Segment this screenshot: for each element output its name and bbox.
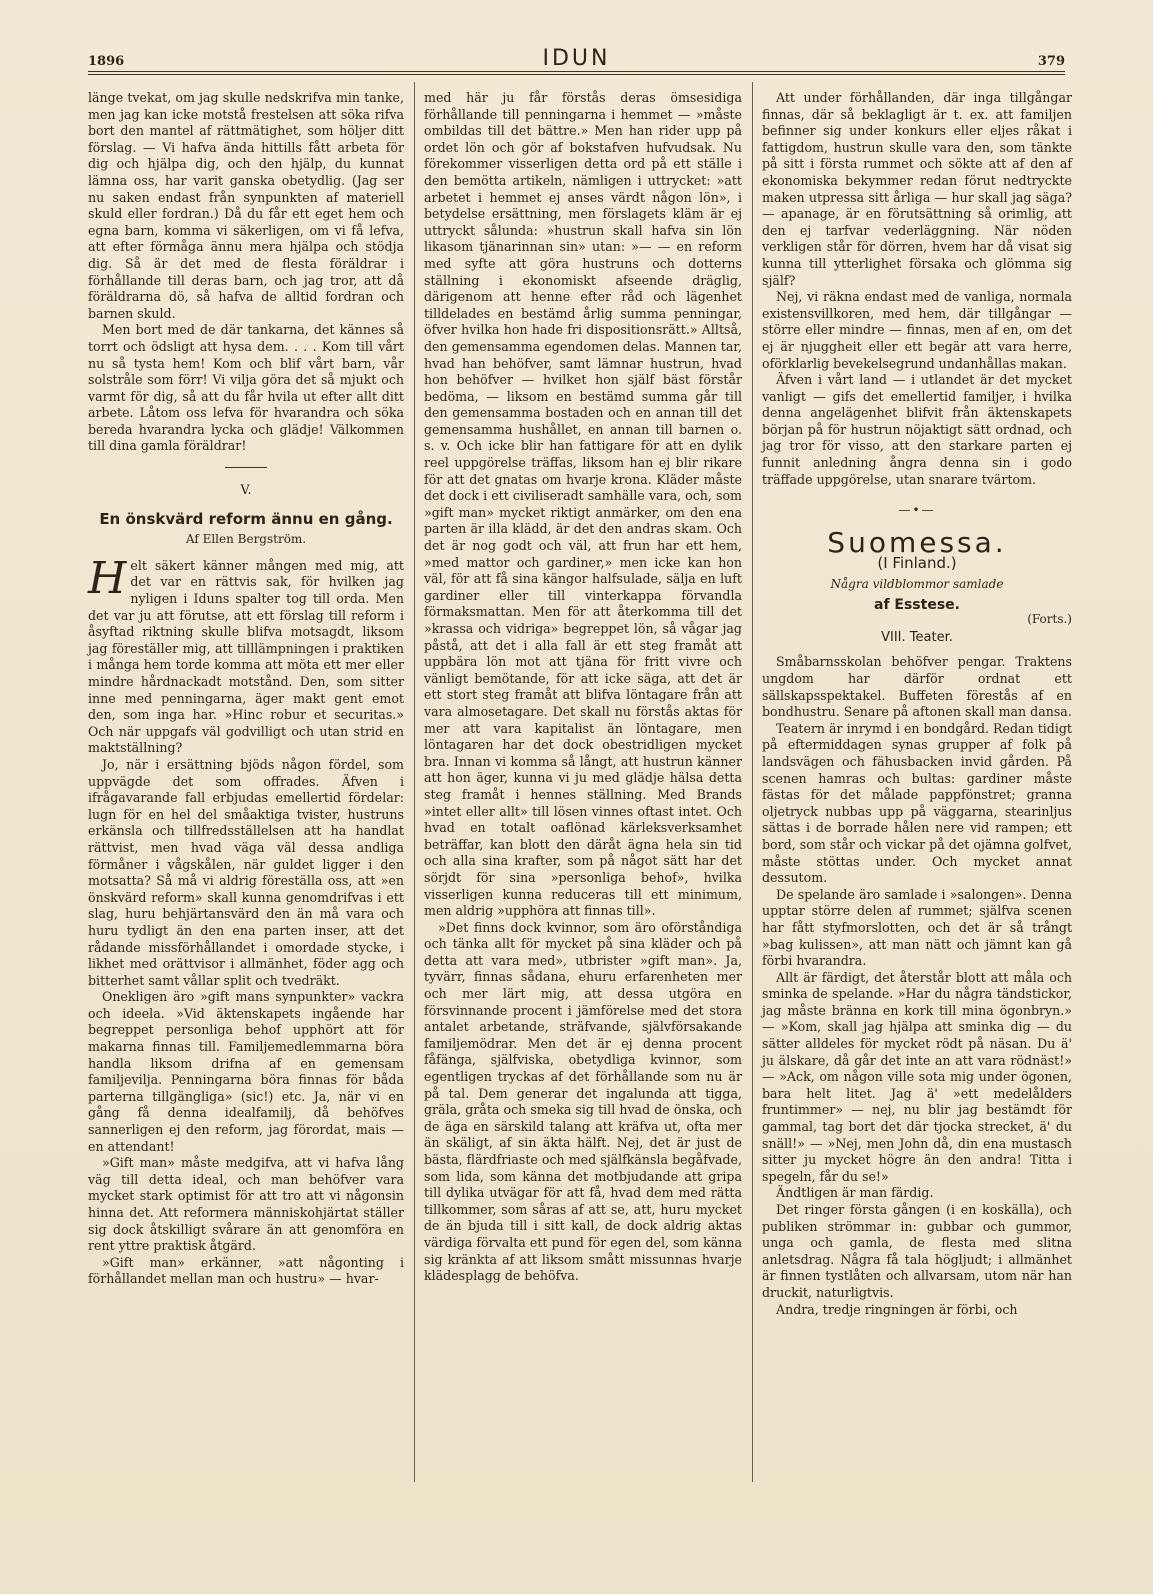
- paragraph: Småbarnsskolan behöfver pengar. Traktens ungdom har därför ordnat ett sällskapsspektakel. Buffeten förestås af en bondhustru. Senare på aftonen skall man dansa.: [762, 654, 1072, 720]
- paragraph: Äfven i vårt land — i utlandet är det mycket vanligt — gifs det emellertid familjer, i hvilka denna angelägenhet blifvit från äktenskapets början på för hustrun nöjaktigt sätt ordnad, och jag tror för visso, att den starkare parten ej funnit anledning ångra denna sin i godo träffade uppgörelse, utan snarare tvärtom.: [762, 372, 1072, 487]
- column-1: [88, 90, 404, 1288]
- paragraph: Ändtligen är man färdig.: [776, 1185, 934, 1201]
- paragraph: Andra, tredje ringningen är förbi, och: [776, 1301, 1018, 1317]
- drop-cap: H: [88, 552, 127, 604]
- paragraph: Teatern är inrymd i en bondgård. Redan tidigt på eftermiddagen synas grupper af folk på landsvägen och fähusbacken invid gården. På scenen hamras och bultas: gardiner måste fästas för det målade pappfönstret; granna oljetryck nubbas upp på väggarna, stearinljus sättas i de borrade hålen nere vid rampen; ett bord, som står och vickar på det ojämna golfvet, måste stöttas under. Och mycket annat dessutom.: [762, 720, 1072, 886]
- section-number: V.: [240, 482, 252, 498]
- paragraph: »Gift man» erkänner, »att någonting i förhållandet mellan man och hustru» — hvar-: [88, 1254, 404, 1287]
- article-title: En önskvärd reform ännu en gång.: [99, 509, 393, 528]
- paragraph-text: elt säkert känner mången med mig, att det var en rättvis sak, för hvilken jag nyligen i Iduns spalter tog till orda. Men det var ju att förutse, att ett förslag till reform i åsyftad riktning skulle blifva motsagdt, liksom jag föreställer mig, att tilllämpningen i praktiken i många hem torde komma att möta ett mer eller mindre hårdnackadt motstånd. Den, som sitter inne med penningarna, äger makt gent emot den, som inga har. »Hinc robur et securitas.» Och när uppgafs väl godvilligt och utan strid en maktställning?: [88, 557, 404, 756]
- feature-title: Suomessa.: [827, 525, 1007, 559]
- paragraph: De spelande äro samlade i »salongen». Denna upptar större delen af rummet; själfva scenen har fått styfmorslotten, och det är så trångt »bag kulissen», att man nätt och jämnt kan gå förbi hvarandra.: [762, 886, 1072, 969]
- page-number-right: 379: [1037, 54, 1065, 69]
- section-divider: [225, 467, 267, 468]
- column-divider: [414, 82, 415, 1482]
- paragraph: Nej, vi räkna endast med de vanliga, normala existensvillkoren, med hem, där tillgångar — större eller mindre — finnas, men af en, om det ej är njuggheit eller ett begär att vara herre, oförklarlig bevekelsegrund undanhållas makan.: [762, 289, 1072, 371]
- running-head: [88, 46, 1065, 72]
- paragraph: Onekligen äro »gift mans synpunkter» vackra och ideela. »Vid äktenskapets ingående har begreppet personliga behof upphört att för makarna finnas till. Familjemedlemmarna böra handla liksom drifna af en gemensam familjevilja. Penningarna böra finnas för båda parterna tillgängliga» (sic!) etc. Ja, när vi en gång få denna idealfamilj, då behöfves sannerligen ej den reform, jag förordat, mais — en attendant!: [88, 989, 404, 1154]
- header-rule: [88, 71, 1065, 72]
- header-rule-double: [88, 74, 1065, 75]
- paragraph: »Gift man» måste medgifva, att vi hafva lång väg till detta ideal, och man behöfver vara mycket stark optimist för att tro att vi någonsin hinna det. Att reformera människohjärtat ställer sig dock åtskilligt svårare än att genomföra en rent yttre praktisk åtgärd.: [88, 1155, 404, 1254]
- paragraph: Jo, när i ersättning bjöds någon fördel, som uppvägde det som offrades. Äfven i ifrågavarande fall erbjudas emellertid fördelar: lugn för en hel del småaktiga tvister, hustruns erkänsla och tillfredsställelsen att ha handlat rättvist, men hvad väga väl dessa andliga förmåner i vågskålen, när guldet ligger i den motsatta? Så må vi aldrig föreställa oss, att »en önskvärd reform» skall kunna genomdrifvas i ett slag, huru behjärtansvärd den än må vara och huru tydligt än den ena parten inser, att det rådande missförhållandet i omordade stycke, i likhet med orättvisor i allmänhet, föder agg och bitterhet samt vållar split och tvedräkt.: [88, 756, 404, 988]
- paragraph: Det ringer första gången (i en koskälla), och publiken strömmar in: gubbar och gummor, unga och gamla, de flesta med slitna anletsdrag. Några få tala högljudt; i allmänhet är finnen tystlåten och allvarsam, utom när han druckit, naturligtvis.: [762, 1202, 1072, 1300]
- paragraph: [88, 552, 404, 757]
- feature-subtitle-2: Några vildblommor samlade: [830, 577, 1004, 592]
- page-number-left: 1896: [88, 54, 125, 69]
- feature-author: af Esstese.: [874, 596, 960, 613]
- paragraph: Allt är färdigt, det återstår blott att måla och sminka de spelande. »Har du några tändstickor, jag måste bränna en kork till mina ögonbryn.» — »Kom, skall jag hjälpa att sminka dig — du sätter alldeles för mycket rödt på näsan. Du ä' ju älskare, då går det inte an att vara rödnäst!» — »Ack, om någon ville sota mig under ögonen, bara helt litet. Jag ä' »ett medelålders fruntimmer» — nej, nu blir jag bestämdt för gammal, tag bort det där tjocka strecket, ä' du snäll!» — »Nej, men John då, din ena mustasch sitter ju mycket högre än den andra! Titta i spegeln, får du se!»: [762, 969, 1072, 1184]
- continuation-note: (Forts.): [1027, 612, 1072, 627]
- paragraph: länge tvekat, om jag skulle nedskrifva min tanke, men jag kan icke motstå frestelsen att söka rifva bort den mantel af rättmätighet, som höljer ditt förslag. — Vi hafva ända hittills fått arbeta för dig och hjälpa dig, och den hjälp, du kunnat lämna oss, har varit ganska obetydlig. (Jag ser nu saken endast från synpunkten af materiell skuld eller fordran.) Då du får ett eget hem och egna barn, komma vi säkerligen, om vi få lefva, att efter förmåga ännu mera hjälpa och stödja dig. Så är det med de flesta föräldrar i förhållande till deras barn, och jag tror, att då föräldrarna dö, så hafva de alltid fordran och barnen skuld.: [88, 90, 404, 321]
- ornament-divider: —•—: [898, 503, 936, 518]
- paragraph: Men bort med de där tankarna, det kännes så torrt och ödsligt att hysa dem. . . . Kom till vårt nu så tysta hem! Kom och blif vårt barn, vår solstråle som förr! Vi vilja göra det så mjukt och varmt för dig, så att du får hvila ut efter allt ditt arbete. Låtom oss lefva för hvarandra och söka bereda hvarandra lycka och glädje! Välkommen till dina gamla föräldrar!: [88, 322, 404, 454]
- masthead-title: IDUN: [542, 46, 611, 71]
- paragraph: med här ju får förstås deras ömsesidiga förhållande till penningarna i hemmet — »måste ombildas till det bättre.» Men han rider upp på ordet lön och gör af bokstafven hufvudsak. Nu förekommer visserligen detta ord på ett ställe i den bemötta artikeln, nämligen i uttrycket: »att arbetet i hemmet ej anses värdt någon lön», i betydelse ersättning, men förslagets kläm är ej uttryckt sålunda: »hustrun skall hafva sin lön likasom tjänarinnan sin» utan: »— — en reform med syfte att göra hustruns och dotterns ställning i ekonomiskt afseende dräglig, därigenom att henne efter råd och lägenhet tilldelades en bestämd årlig summa penningar, öfver hvilka hon hade fri dispositionsrätt.» Alltså, den gemensamma egendomen delas. Mannen tar, hvad han behöfver, samt lämnar hustrun, hvad hon behöfver — hvilket hon själf bäst förstår bedöma, — liksom en bestämd summa går till den gemensamma bostaden och en annan till det gemensamma hushållet, en annan till barnen o. s. v. Och icke blir han fattigare för att en dylik reel uppgörelse träffas, liksom han ej blir rikare för att det gnatas om hvarje krona. Kläder måste det dock i ett civiliseradt samhälle vara, och, som »gift man» mycket riktigt anmärker, om den ena parten är illa klädd, är det den andras skam. Och det är nog godt och väl, att frun har ett hem, »med mattor och gardiner,» men icke kan hon väl, för att få sina kängor halfsulade, sälja en luft gardiner eller till vinterkappa förvandla förmaksmattan. Men för att återkomma till det »krassa och vidriga» begreppet lön, så vågar jag påstå, att det i alla fall är ett steg framåt att uppbära lön mot att tjäna för fritt vivre och vänligt bemötande, för att icke säga, att det är ett stort steg framåt att blifva löntagare från att vara almosetagare. Det skall nu förstås aktas för mer att vara kapitalist än löntagare, men löntagaren har det dock obestridligen mycket bra. Innan vi komma så långt, att hustrun känner att hon äger, kunna vi ju med glädje hälsa detta steg framåt i hennes ställning. Med Brands »intet eller allt» till lösen vinnes oftast intet. Och hvad en totalt oaflönad kärleksverksamhet beträffar, kan blott den däråt ägna hela sin tid och alla sina krafter, som på något sätt har det sörjdt för sina »personliga behof», hvilka visserligen kunna reduceras till ett minimum, men aldrig »upphöra att finnas till».: [424, 90, 742, 919]
- section-heading: VIII. Teater.: [881, 629, 953, 645]
- column-2: [424, 90, 742, 1285]
- paragraph: Att under förhållanden, där inga tillgångar finnas, där så beklagligt är t. ex. att familjen befinner sig under konkurs eller eljes råkat i fattigdom, hustrun skulle vara den, som tänkte på sitt i första rummet och sökte att af den af ekonomiska bekymmer redan förut nedtryckte maken utpressa sitt årliga — hur skall jag säga? — apanage, är en förutsättning så orimlig, att den ej tarfvar vederläggning. När nöden verkligen står för dörren, hvem har då visat sig kunna till ytterlighet försaka och glömma sig själf?: [762, 90, 1072, 288]
- paragraph: »Det finns dock kvinnor, som äro oförståndiga och tänka allt för mycket på sina kläder och på detta att vara med», utbrister »gift man». Ja, tyvärr, finnas sådana, ehuru erfarenheten mer och mer lärt mig, att dessa utgöra en försvinnande procent i jämförelse med det stora antalet arbetande, sträfvande, självförsakande familjemödrar. Men det är ej denna procent fåfänga, själfviska, obetydliga kvinnor, som egentligen tryckas af det förhållande som nu är på tal. Dem generar det ingalunda att tigga, gräla, gråta och smeka sig till hvad de önska, och de äga en särskild talang att kräfva ut, ofta mer än skäligt, af sin äkta hälft. Nej, det är just de bästa, flärdfriaste och med själfkänsla begåfvade, som lida, som känna det motbjudande att gripa till dylika utvägar för att få, hvad dem med rätta tillkommer, som såras af att se, att, huru mycket de än bjuda till i sitt kall, de dock aldrig aktas värdiga förvalta ett pund för egen del, som känna sig kränkta af att liksom smått missunnas hvarje klädesplagg de behöfva.: [424, 919, 742, 1284]
- article-byline: Af Ellen Bergström.: [185, 532, 307, 547]
- feature-subtitle: (I Finland.): [877, 554, 957, 573]
- column-3: [762, 90, 1072, 1318]
- column-divider: [752, 82, 753, 1482]
